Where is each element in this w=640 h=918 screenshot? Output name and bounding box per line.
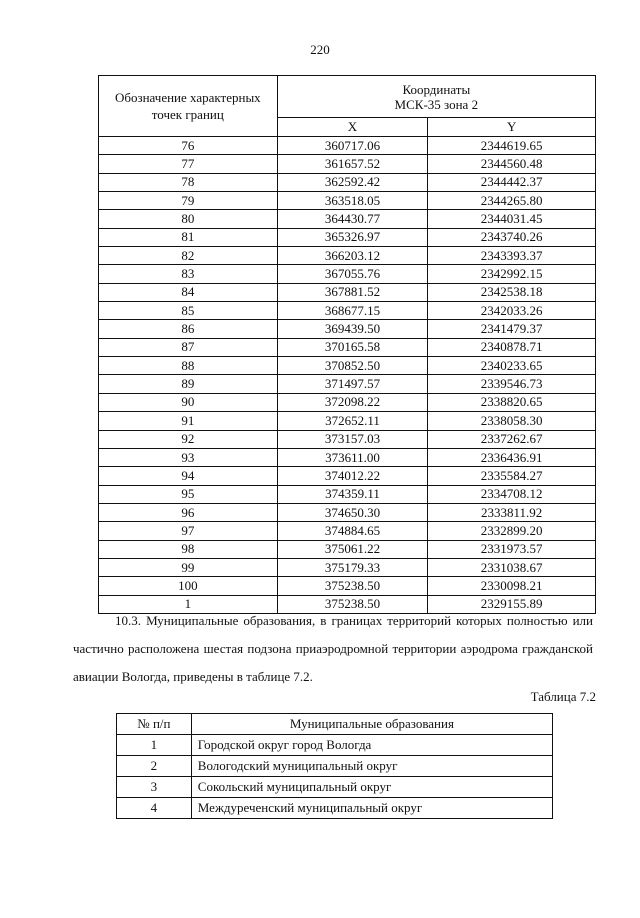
number-column-header: № п/п [117,714,192,735]
x-coordinate-cell: 370852.50 [277,357,428,375]
y-coordinate-cell: 2341479.37 [428,320,596,338]
point-cell: 95 [99,485,278,503]
point-cell: 1 [99,595,278,613]
coordinates-header-title: Координаты [402,81,471,97]
point-cell: 93 [99,448,278,466]
table-row [99,338,596,356]
municipality-name-cell: Городской округ город Вологда [191,735,552,756]
y-coordinate-cell: 2336436.91 [428,448,596,466]
table-row [99,173,596,191]
table-row [117,756,553,777]
table-row [99,210,596,228]
y-coordinate-cell: 2340878.71 [428,338,596,356]
y-coordinate-cell: 2343740.26 [428,228,596,246]
point-cell: 91 [99,412,278,430]
x-coordinate-cell: 364430.77 [277,210,428,228]
y-coordinate-cell: 2335584.27 [428,467,596,485]
y-coordinate-cell: 2334708.12 [428,485,596,503]
x-coordinate-cell: 372652.11 [277,412,428,430]
point-cell: 86 [99,320,278,338]
y-coordinate-cell: 2338058.30 [428,412,596,430]
table-row [99,247,596,265]
y-coordinate-cell: 2340233.65 [428,357,596,375]
table-row [99,577,596,595]
point-cell: 82 [99,247,278,265]
y-coordinate-cell: 2343393.37 [428,247,596,265]
point-cell: 79 [99,192,278,210]
point-cell: 99 [99,558,278,576]
x-coordinate-cell: 375238.50 [277,577,428,595]
x-coordinate-cell: 367055.76 [277,265,428,283]
point-cell: 88 [99,357,278,375]
paragraph-number: 10.3. [115,613,141,628]
table-row [99,192,596,210]
municipalities-table [116,713,553,819]
x-coordinate-cell: 372098.22 [277,393,428,411]
x-column-header: X [277,118,428,137]
coordinates-header-system: МСК-35 зона 2 [394,96,479,112]
y-coordinate-cell: 2344442.37 [428,173,596,191]
x-coordinate-cell: 375238.50 [277,595,428,613]
point-cell: 85 [99,302,278,320]
point-cell: 98 [99,540,278,558]
table-row [99,558,596,576]
y-column-header: Y [428,118,596,137]
municipalities-table-body [117,735,553,819]
page-number: 220 [310,42,330,57]
point-cell: 94 [99,467,278,485]
table-row [99,522,596,540]
paragraph-text: Муниципальные образования, в границах территорий которых полностью или частично расположена шестая подзона приаэродромной территории аэродрома гражданской авиации Вологда, приведены в таблице 7.2. [73,613,593,684]
y-coordinate-cell: 2344265.80 [428,192,596,210]
point-cell: 96 [99,503,278,521]
table-row [99,137,596,155]
table-row [99,228,596,246]
x-coordinate-cell: 368677.15 [277,302,428,320]
table-row [99,467,596,485]
x-coordinate-cell: 360717.06 [277,137,428,155]
municipalities-column-header: Муниципальные образования [191,714,552,735]
x-coordinate-cell: 363518.05 [277,192,428,210]
x-coordinate-cell: 373611.00 [277,448,428,466]
municipality-name-cell: Вологодский муниципальный округ [191,756,552,777]
y-coordinate-cell: 2333811.92 [428,503,596,521]
y-coordinate-cell: 2331973.57 [428,540,596,558]
table-caption: Таблица 7.2 [530,689,596,704]
y-coordinate-cell: 2338820.65 [428,393,596,411]
y-coordinate-cell: 2339546.73 [428,375,596,393]
y-coordinate-cell: 2344031.45 [428,210,596,228]
y-coordinate-cell: 2344560.48 [428,155,596,173]
row-number-cell: 4 [117,798,192,819]
x-coordinate-cell: 374884.65 [277,522,428,540]
y-coordinate-cell: 2344619.65 [428,137,596,155]
point-cell: 100 [99,577,278,595]
x-coordinate-cell: 375179.33 [277,558,428,576]
municipality-name-cell: Сокольский муниципальный округ [191,777,552,798]
table-row [99,540,596,558]
x-coordinate-cell: 375061.22 [277,540,428,558]
row-number-cell: 3 [117,777,192,798]
y-coordinate-cell: 2337262.67 [428,430,596,448]
x-coordinate-cell: 371497.57 [277,375,428,393]
point-cell: 78 [99,173,278,191]
table-row [99,320,596,338]
x-coordinate-cell: 362592.42 [277,173,428,191]
x-coordinate-cell: 374650.30 [277,503,428,521]
table-row [117,798,553,819]
table-row [99,485,596,503]
table-row [99,503,596,521]
table-row [99,265,596,283]
x-coordinate-cell: 373157.03 [277,430,428,448]
point-cell: 90 [99,393,278,411]
x-coordinate-cell: 369439.50 [277,320,428,338]
coordinates-header [277,76,595,118]
table-row [99,302,596,320]
y-coordinate-cell: 2342033.26 [428,302,596,320]
table-row [99,430,596,448]
point-cell: 77 [99,155,278,173]
point-cell: 89 [99,375,278,393]
table-row [99,283,596,301]
x-coordinate-cell: 374012.22 [277,467,428,485]
table-row [99,357,596,375]
table-row [99,412,596,430]
x-coordinate-cell: 367881.52 [277,283,428,301]
y-coordinate-cell: 2332899.20 [428,522,596,540]
point-cell: 97 [99,522,278,540]
x-coordinate-cell: 370165.58 [277,338,428,356]
row-number-cell: 2 [117,756,192,777]
x-coordinate-cell: 365326.97 [277,228,428,246]
table-row [99,448,596,466]
point-designation-header: Обозначение характерных точек границ [99,76,278,137]
point-cell: 87 [99,338,278,356]
municipality-name-cell: Междуреченский муниципальный округ [191,798,552,819]
table-row [117,777,553,798]
x-coordinate-cell: 361657.52 [277,155,428,173]
y-coordinate-cell: 2342992.15 [428,265,596,283]
paragraph-10-3 [73,607,593,691]
point-cell: 84 [99,283,278,301]
point-cell: 76 [99,137,278,155]
point-cell: 81 [99,228,278,246]
point-cell: 80 [99,210,278,228]
row-number-cell: 1 [117,735,192,756]
y-coordinate-cell: 2330098.21 [428,577,596,595]
y-coordinate-cell: 2331038.67 [428,558,596,576]
table-row [99,155,596,173]
table-row [99,375,596,393]
y-coordinate-cell: 2329155.89 [428,595,596,613]
table-row [117,735,553,756]
coordinates-table [98,75,596,614]
y-coordinate-cell: 2342538.18 [428,283,596,301]
table-row [99,393,596,411]
x-coordinate-cell: 374359.11 [277,485,428,503]
point-cell: 83 [99,265,278,283]
coordinates-table-body [99,137,596,614]
x-coordinate-cell: 366203.12 [277,247,428,265]
point-cell: 92 [99,430,278,448]
